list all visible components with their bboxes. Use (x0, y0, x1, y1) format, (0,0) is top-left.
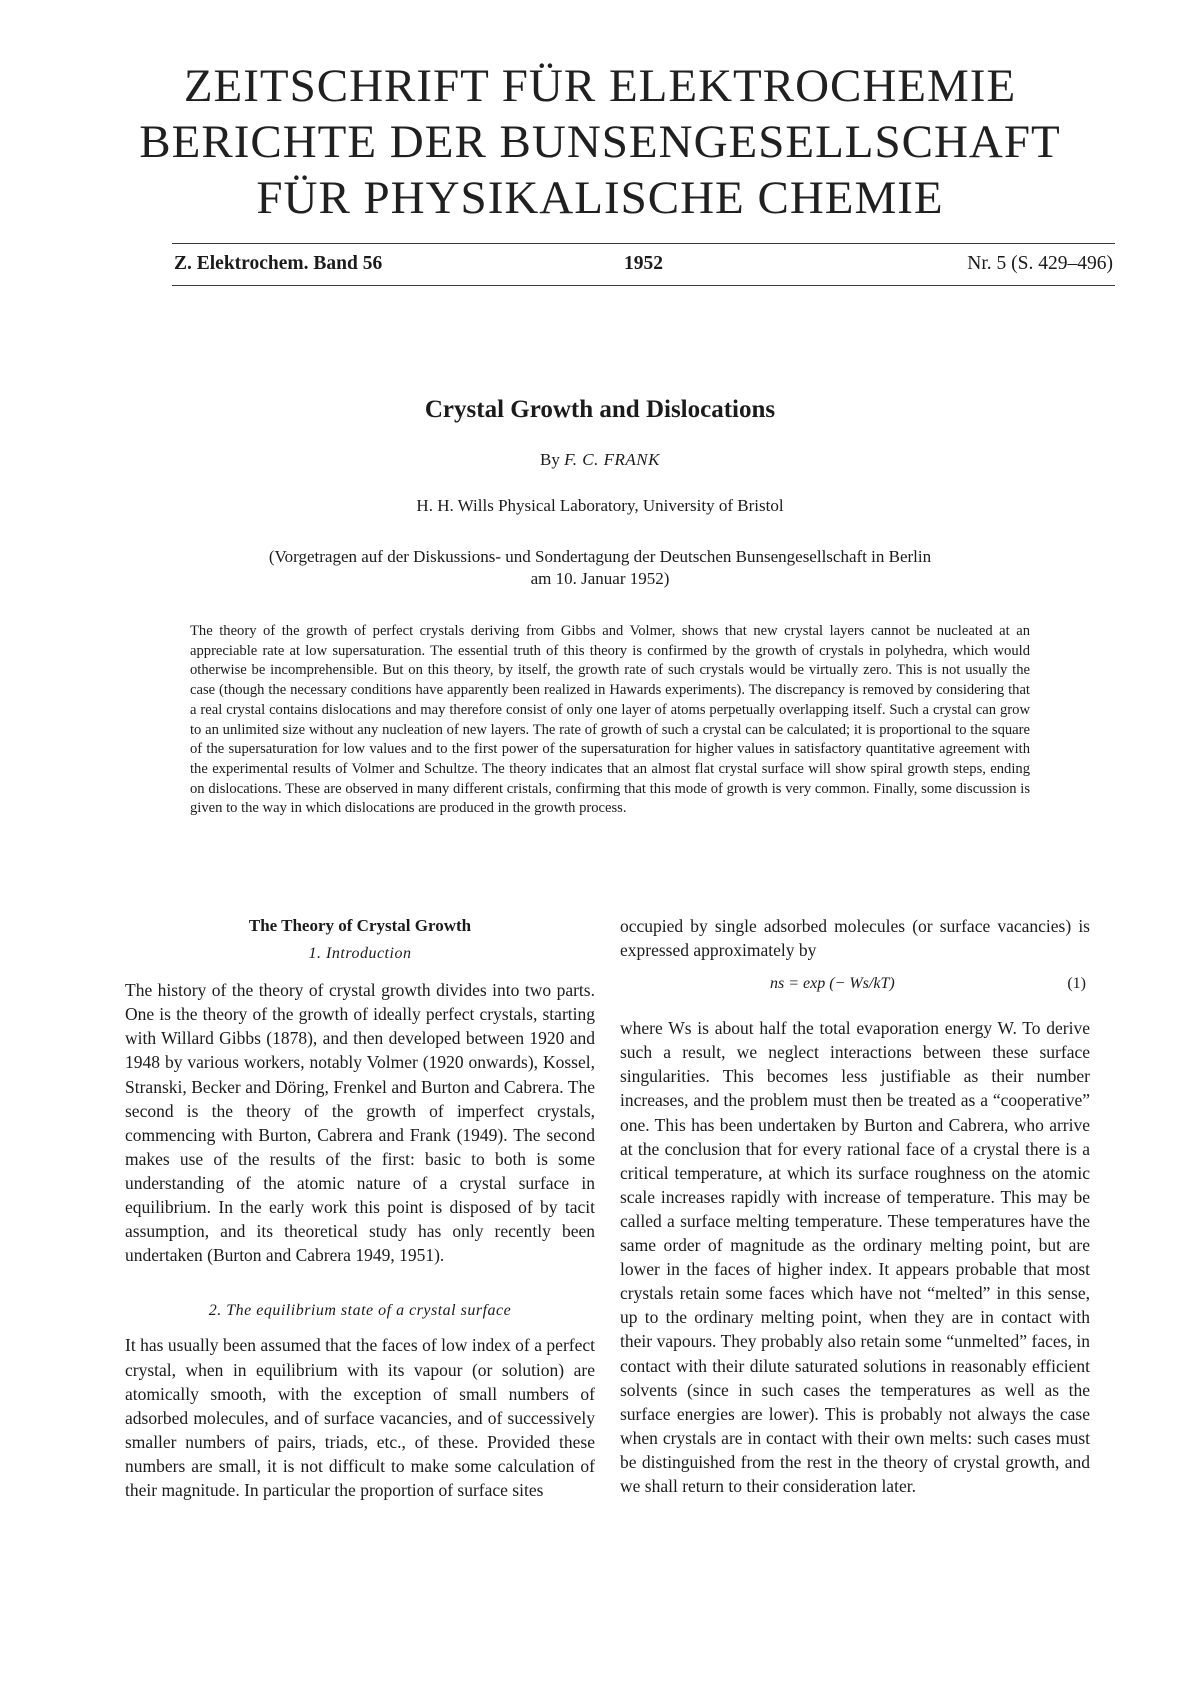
abstract (190, 622, 1030, 819)
header-top-rule (172, 243, 1115, 244)
affiliation: H. H. Wills Physical Laboratory, University of Bristol (416, 496, 784, 515)
lecture-note-line-2: am 10. Januar 1952) (530, 569, 670, 588)
masthead-line-2: BERICHTE DER BUNSENGESELLSCHAFT (139, 116, 1061, 168)
paragraph-surface-melting: where Ws is about half the total evaporation energy W. To derive such a result, we neglect interactions between these surface singularities. This becomes less justifiable as their number increases, and the problem must then be treated as a “cooperative” one. This has been undertaken by Burton and Cabrera, who arrive at the conclusion that for every rational face of a crystal there is a critical temperature, at which its surface roughness on the atomic scale increases rapidly with increase of temperature. This may be called a surface melting temperature. These temperatures have the same order of magnitude as the ordinary melting point, but are lower in the faces of higher index. It appears probable that most crystals retain some faces which have not “melted” in this sense, up to the ordinary melting point, when they are in contact with their vapours. They probably also retain some “unmelted” faces, in contact with their dilute saturated solutions in reasonably efficient solvents (since in such cases the temperatures as well as the surface energies are lower). This is probably not always the case when crystals are in contact with their own melts: such cases must be distinguished from the rest in the theory of crystal growth, and we shall return to their consideration later. (620, 1018, 1090, 1496)
paragraph-introduction: The history of the theory of crystal growth divides into two parts. One is the theory of the growth of ideally perfect crystals, starting with Willard Gibbs (1878), and then developed between 1920 and 1948 by various workers, notably Volmer (1920 onwards), Kossel, Stranski, Becker and Döring, Frenkel and Burton and Cabrera. The second is the theory of the growth of imperfect crystals, commencing with Burton, Cabrera and Frank (1949). The second makes use of the results of the first: basic to both is some understanding of the atomic nature of a crystal surface in equilibrium. In the early work this point is disposed of by tacit assumption, and its theoretical study has only recently been undertaken (Burton and Cabrera 1949, 1951). (125, 980, 595, 1266)
abstract-text: The theory of the growth of perfect crystals deriving from Gibbs and Volmer, shows that new crystal layers cannot be nucleated at an appreciable rate at low supersaturation. The essential truth of this theory is confirmed by the growth of crystals in polyhedra, which would otherwise be incomprehensible. But on this theory, by itself, the growth rate of such crystals would be virtually zero. This is not usually the case (though the necessary conditions have apparently been realized in Hawards experiments). The discrepancy is removed by considering that a real crystal contains dislocations and may therefore consist of only one layer of atoms perpetually overlapping itself. Such a crystal can grow to an unlimited size without any nucleation of new layers. The rate of growth of such a crystal can be calculated; it is proportional to the square of the supersaturation for low values and to the first power of the supersaturation for higher values in satisfactory quantitative agreement with the experimental results of Volmer and Schultze. The theory indicates that an almost flat crystal surface will show spiral growth steps, ending on dislocations. These are observed in many different cristals, confirming that this mode of growth is very common. Finally, some discussion is given to the way in which dislocations are produced in the growth process. (190, 623, 1030, 817)
section-heading: The Theory of Crystal Growth (248, 916, 472, 935)
masthead-line-1: ZEITSCHRIFT FÜR ELEKTROCHEMIE (183, 60, 1017, 112)
paragraph-equilibrium: It has usually been assumed that the faces of low index of a perfect crystal, when in equilibrium with its vapour (or solution) are atomically smooth, with the exception of small numbers of adsorbed molecules, and of surface vacancies, and of successively smaller numbers of pairs, triads, etc., of these. Provided these numbers are small, it is not difficult to make some calculation of their magnitude. In particular the proportion of surface sites (125, 1335, 595, 1500)
left-column (125, 914, 595, 1502)
masthead-line-3: FÜR PHYSIKALISCHE CHEMIE (256, 172, 944, 224)
paragraph-continued: occupied by single adsorbed molecules (or surface vacancies) is expressed approximately by (620, 916, 1090, 961)
equation-expression: ns = exp (− Ws/kT) (770, 975, 895, 993)
article-title: Crystal Growth and Dislocations (424, 396, 776, 423)
equation-1 (620, 968, 1090, 1008)
author-name: F. C. FRANK (564, 450, 660, 469)
journal-volume: Z. Elektrochem. Band 56 (174, 253, 383, 274)
lecture-note-line-1: (Vorgetragen auf der Diskussions- und Sondertagung der Deutschen Bunsengesellschaft in Berlin (268, 547, 932, 566)
equation-number: (1) (1067, 975, 1086, 993)
issue-year: 1952 (624, 253, 663, 274)
subsection-heading-2: 2. The equilibrium state of a crystal surface (208, 1302, 512, 1320)
issue-info-row (172, 247, 1115, 281)
byline (0, 450, 1200, 470)
journal-masthead (0, 58, 1200, 226)
lecture-note (0, 546, 1200, 590)
subsection-heading-1: 1. Introduction (308, 945, 412, 963)
header-bottom-rule (172, 285, 1115, 286)
right-column (620, 914, 1090, 1498)
byline-prefix: By (540, 450, 560, 469)
issue-number-pages: Nr. 5 (S. 429–496) (967, 253, 1113, 274)
